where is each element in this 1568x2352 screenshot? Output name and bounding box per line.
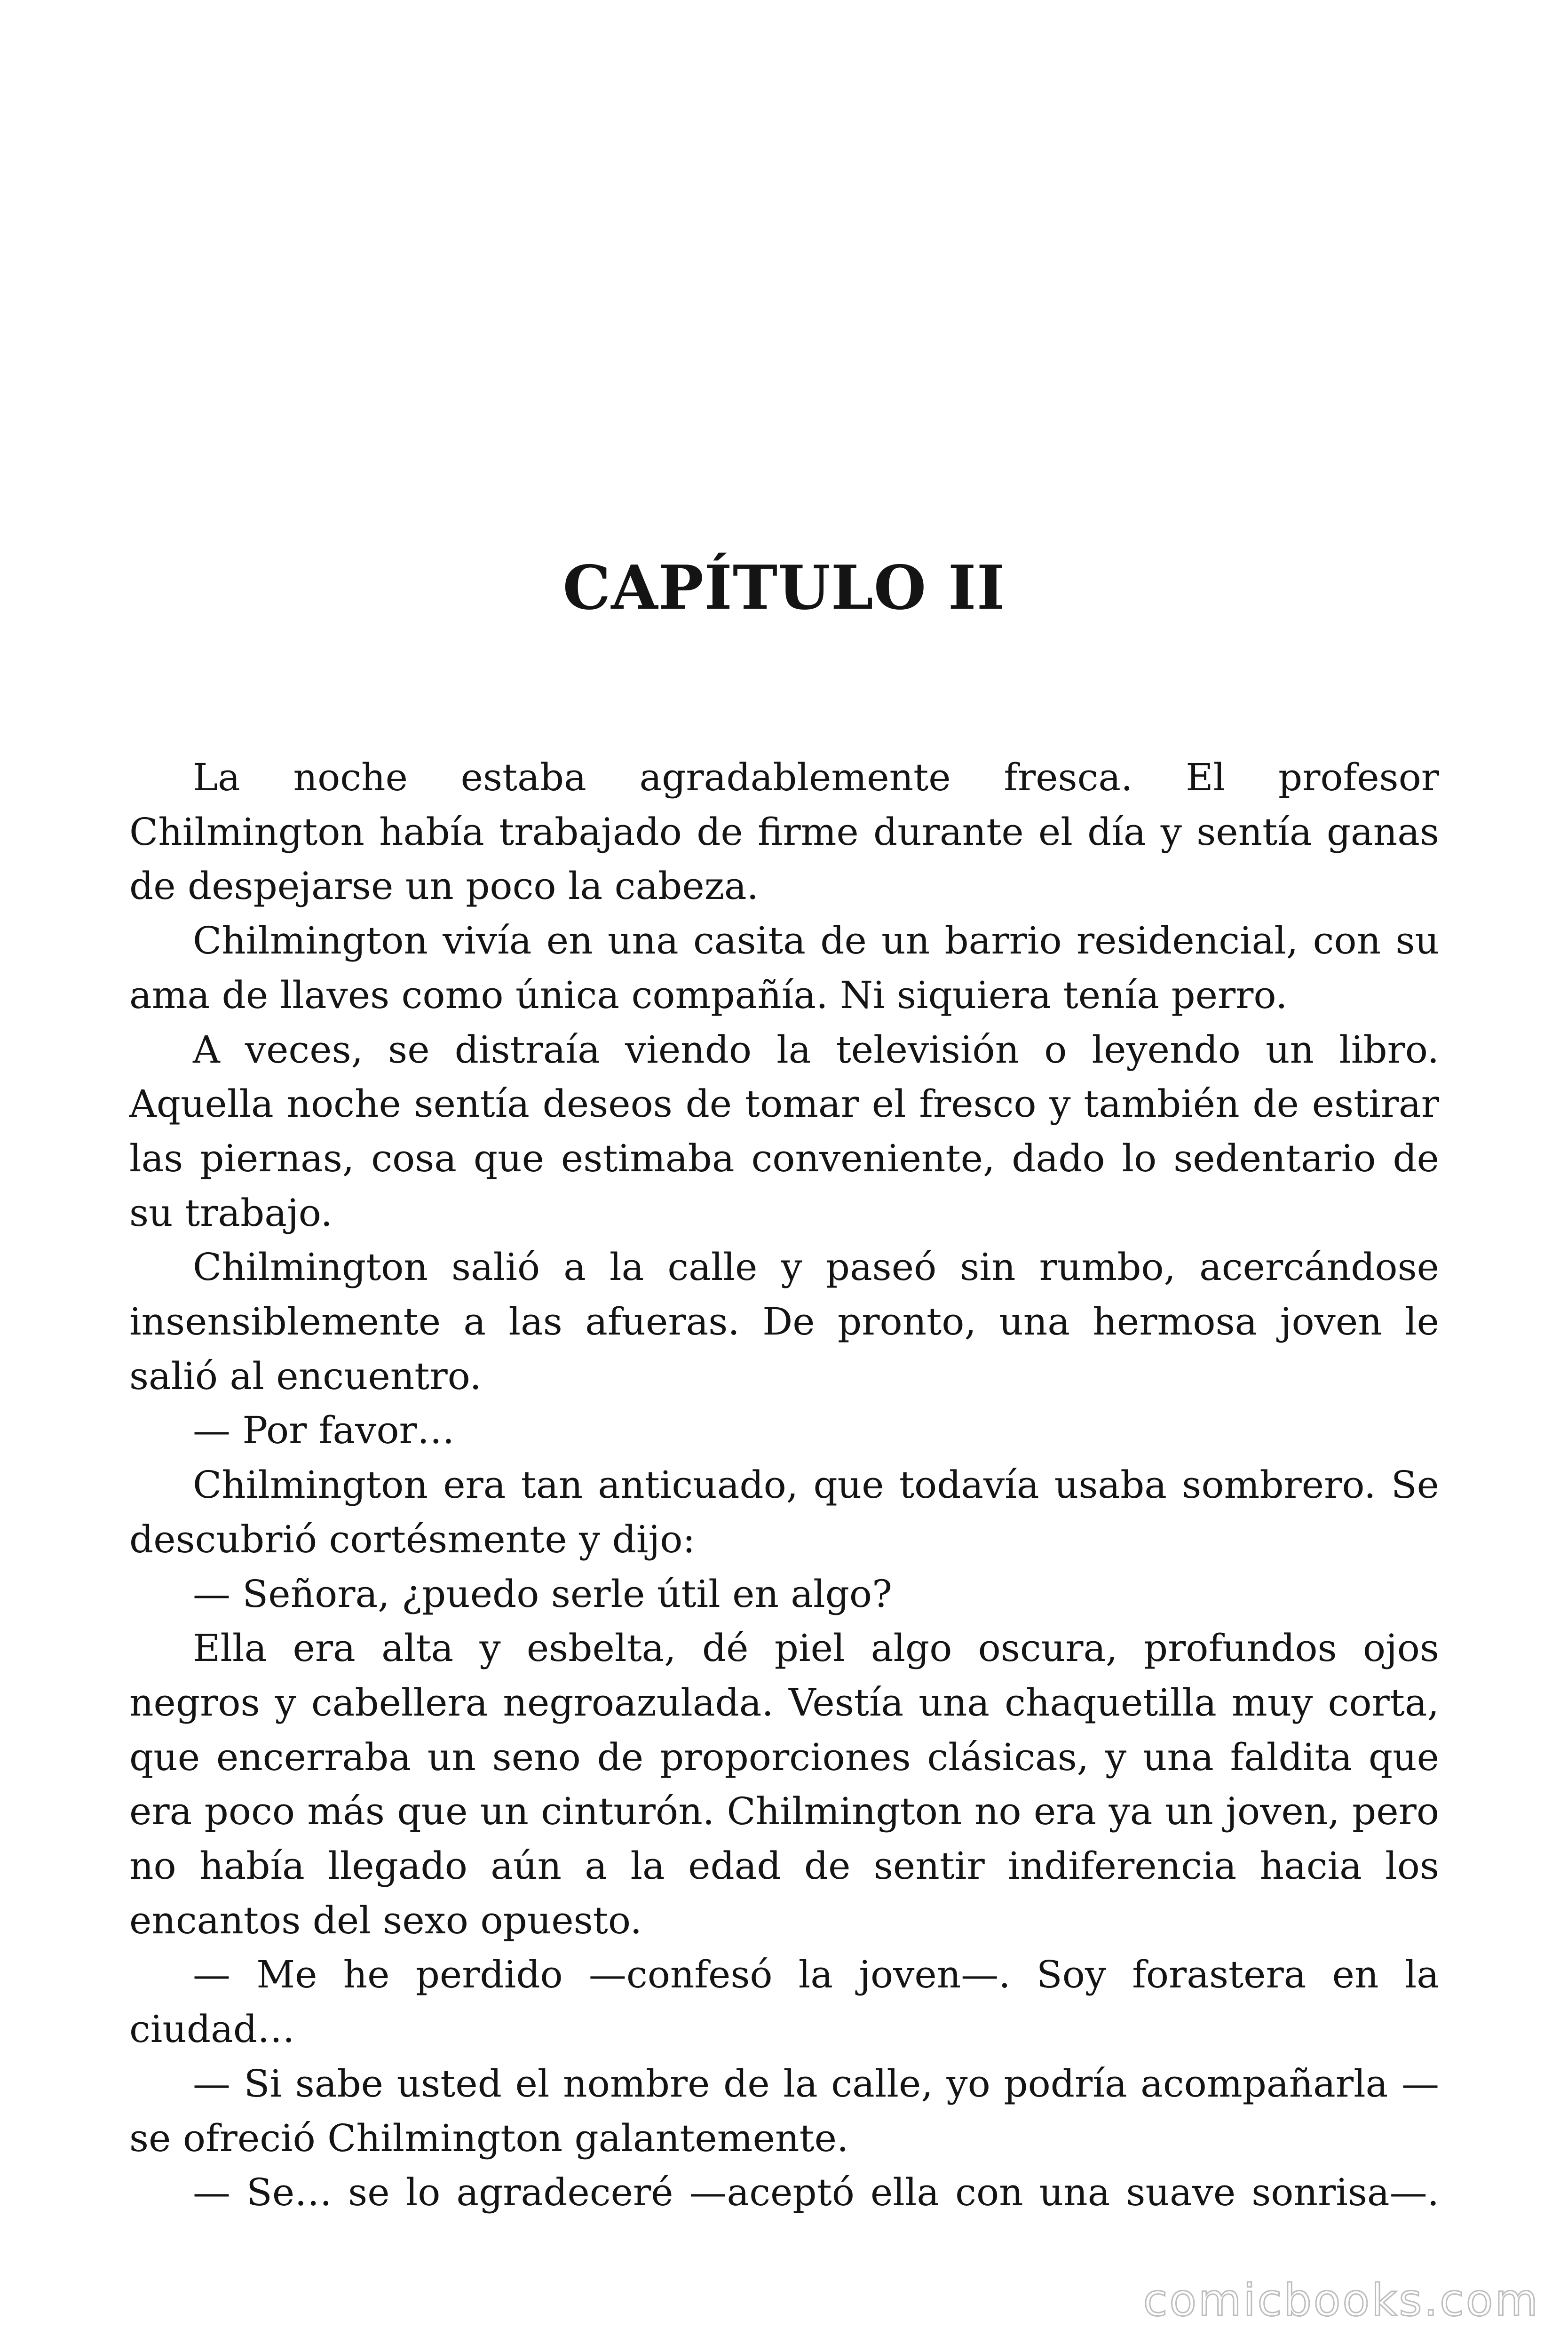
paragraph: La noche estaba agradablemente fresca. El profesor Chilmington había trabajado de firme durante el día y sentía ganas de despejarse un poco la cabeza. [129, 755, 1439, 908]
paragraph: Ella era alta y esbelta, dé piel algo oscura, profundos ojos negros y cabellera negroazulada. Vestía una chaquetilla muy corta, que encerraba un seno de proporciones clásicas, y una faldita que era poco más que un cinturón. Chilmington no era ya un joven, pero no había llegado aún a la edad de sentir indiferencia hacia los encantos del sexo opuesto. [129, 1626, 1439, 1942]
paragraph: A veces, se distraía viendo la televisión o leyendo un libro. Aquella noche sentía deseos de tomar el fresco y también de estirar las piernas, cosa que estimaba conveniente, dado lo sedentario de su trabajo. [129, 1027, 1439, 1235]
chapter-body [129, 750, 1439, 2220]
dialogue-line: — Se… se lo agradeceré —aceptó ella con una suave sonrisa—. [193, 2170, 1439, 2215]
dialogue-line: — Por favor… [193, 1408, 455, 1453]
paragraph: Chilmington era tan anticuado, que todavía usaba sombrero. Se descubrió cortésmente y dijo: [129, 1463, 1439, 1561]
chapter-title: CAPÍTULO II [562, 553, 1006, 623]
paragraph: Chilmington vivía en una casita de un barrio residencial, con su ama de llaves como única compañía. Ni siquiera tenía perro. [129, 919, 1439, 1017]
dialogue-line: — Me he perdido —confesó la joven—. Soy forastera en la ciudad… [129, 1953, 1439, 2051]
watermark: comicbooks.com [1143, 2275, 1540, 2326]
paragraph: Chilmington salió a la calle y paseó sin rumbo, acercándose insensiblemente a las afueras. De pronto, una hermosa joven le salió al encuentro. [129, 1245, 1439, 1398]
dialogue-line: — Si sabe usted el nombre de la calle, yo podría acompañarla — se ofreció Chilmington galantemente. [129, 2061, 1439, 2160]
dialogue-line: — Señora, ¿puedo serle útil en algo? [193, 1572, 892, 1616]
